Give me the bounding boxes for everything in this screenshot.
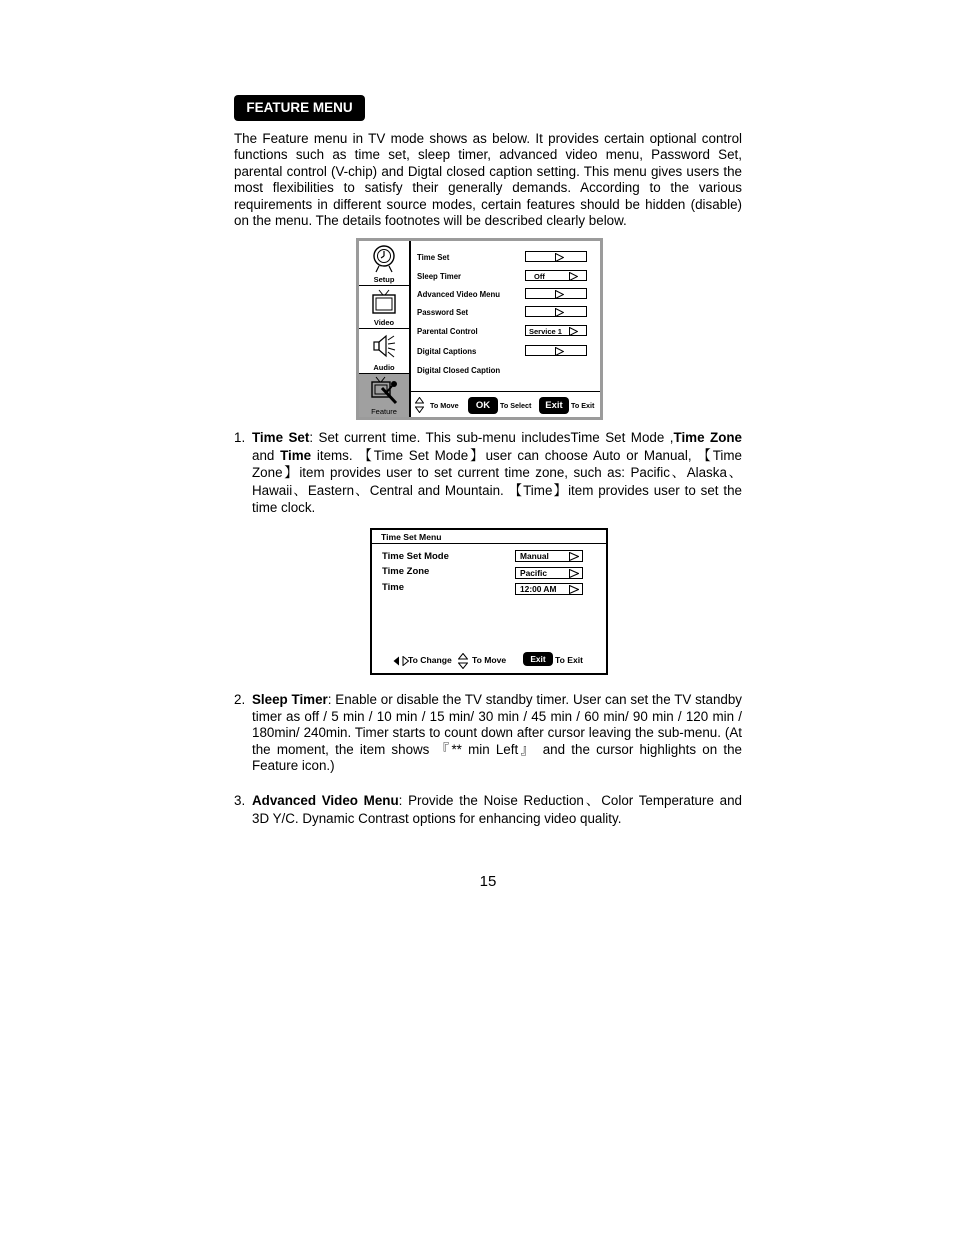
item-text xyxy=(252,692,742,775)
time-set-menu-figure xyxy=(370,528,608,675)
sidebar-label: Setup xyxy=(373,275,395,284)
footer-move-label: To Move xyxy=(430,401,459,410)
item-term: Time Set xyxy=(252,430,310,445)
item-text xyxy=(252,792,742,827)
item-desc: : Enable or disable the TV standby timer. User can set the TV standby timer as off / 5 min / 10 min / 15 min/ 30 min / 45 min / 60 min/ 90 min / 120 min / 180min/ 240min. Timer starts to count down after cursor leaving the sub-menu. (At the moment, the item shows 『** min Left』 and the cursor highlights on the Feature icon.) xyxy=(252,692,742,773)
ts-footer-exit-label: To Exit xyxy=(555,655,584,665)
right-arrow-icon xyxy=(569,272,578,281)
list-item-time-set xyxy=(234,429,742,517)
ts-zone-value: Pacific xyxy=(520,568,548,578)
ts-time-value-box[interactable] xyxy=(515,583,583,595)
footer-select-label: To Select xyxy=(500,401,532,410)
list-item-sleep-timer xyxy=(234,692,742,775)
ok-button[interactable]: OK xyxy=(468,397,498,414)
footer-exit-label: To Exit xyxy=(571,401,595,410)
menu-item-digital-captions[interactable]: Digital Captions xyxy=(417,347,477,356)
sleep-timer-value: Off xyxy=(534,272,545,281)
right-arrow-icon xyxy=(569,552,579,561)
page-number: 15 xyxy=(479,873,497,890)
menu-item-advanced-video[interactable]: Advanced Video Menu xyxy=(417,290,501,299)
feature-menu-footer xyxy=(409,391,600,418)
feature-menu-figure xyxy=(356,238,603,420)
menu-item-digital-closed-caption[interactable]: Digital Closed Caption xyxy=(417,366,501,375)
item-term: Advanced Video Menu xyxy=(252,793,399,808)
ts-row-time[interactable]: Time xyxy=(382,582,405,593)
right-arrow-icon xyxy=(569,327,578,336)
sidebar-label: Video xyxy=(373,318,395,327)
ts-mode-value: Manual xyxy=(520,551,549,561)
digital-captions-arrow-box[interactable] xyxy=(525,345,587,356)
menu-item-parental-control[interactable]: Parental Control xyxy=(417,327,478,336)
item-number: 2. xyxy=(234,692,246,707)
ts-footer-change-label: To Change xyxy=(408,655,452,665)
item-number: 3. xyxy=(234,793,246,808)
section-title-badge: FEATURE MENU xyxy=(234,95,365,121)
advanced-video-arrow-box[interactable] xyxy=(525,288,587,299)
item-term: Sleep Timer xyxy=(252,692,328,707)
sidebar-item-feature[interactable] xyxy=(359,374,409,417)
ts-zone-value-box[interactable] xyxy=(515,567,583,579)
tools-icon xyxy=(370,376,398,406)
left-right-arrow-icon xyxy=(393,656,409,666)
ts-row-mode[interactable]: Time Set Mode xyxy=(382,551,449,562)
menu-item-sleep-timer[interactable]: Sleep Timer xyxy=(417,272,462,281)
speaker-icon xyxy=(371,332,397,362)
sidebar-label: Audio xyxy=(373,363,395,372)
menu-item-time-set[interactable]: Time Set xyxy=(417,253,450,262)
up-down-arrow-icon xyxy=(415,397,424,413)
sidebar-item-audio[interactable] xyxy=(359,329,409,374)
menu-item-password-set[interactable]: Password Set xyxy=(417,308,469,317)
feature-menu-sidebar xyxy=(359,241,411,417)
ts-time-value: 12:00 AM xyxy=(520,584,557,594)
right-arrow-icon xyxy=(569,585,579,594)
up-down-arrow-icon xyxy=(458,653,468,669)
right-arrow-icon xyxy=(555,253,564,262)
parental-control-value-box[interactable] xyxy=(525,325,587,336)
sidebar-item-setup[interactable] xyxy=(359,241,409,286)
item-term: Time Zone xyxy=(673,430,742,445)
item-desc: items. 【Time Set Mode】user can choose Auto or Manual, 【Time Zone】item provides user to set current time zone, such as: Pacific、Alaska、Hawaii、Eastern、Central and Mountain. 【Time】item provides user to set the time clock. xyxy=(252,447,743,515)
item-desc: and xyxy=(252,447,281,463)
sidebar-item-video[interactable] xyxy=(359,286,409,329)
password-set-arrow-box[interactable] xyxy=(525,306,587,317)
right-arrow-icon xyxy=(569,569,579,578)
time-set-menu-title: Time Set Menu xyxy=(372,530,606,544)
sleep-timer-value-box[interactable] xyxy=(525,270,587,281)
time-set-arrow-box[interactable] xyxy=(525,251,587,262)
item-desc: : Provide the Noise Reduction、Color Temperature and 3D Y/C. Dynamic Contrast options for enhancing video quality. xyxy=(252,793,742,826)
tv-icon xyxy=(371,288,397,318)
parental-control-value: Service 1 xyxy=(529,327,562,336)
exit-button[interactable]: Exit xyxy=(539,397,569,414)
right-arrow-icon xyxy=(555,308,564,317)
item-term: Time xyxy=(280,447,312,463)
ts-footer-move-label: To Move xyxy=(472,655,507,665)
sidebar-label: Feature xyxy=(371,407,397,416)
list-item-advanced-video xyxy=(234,792,742,827)
clock-dial-icon xyxy=(371,244,397,274)
item-number: 1. xyxy=(234,430,246,445)
ts-row-zone[interactable]: Time Zone xyxy=(382,566,430,577)
ts-exit-button[interactable]: Exit xyxy=(523,652,553,666)
ts-mode-value-box[interactable] xyxy=(515,550,583,562)
item-text xyxy=(252,429,742,517)
right-arrow-icon xyxy=(555,290,564,299)
intro-paragraph: The Feature menu in TV mode shows as below. It provides certain optional control functions such as time set, sleep timer, advanced video menu, Password Set, parental control (V-chip) and Digtal closed caption setting. This menu gives users the most flexibilities to satisfy their generally demands. According to the various requirements in different source modes, certain features should be hidden (disable) on the menu. The details footnotes will be described clearly below. xyxy=(234,131,742,229)
right-arrow-icon xyxy=(555,347,564,356)
item-desc: : Set current time. This sub-menu includesTime Set Mode , xyxy=(309,430,674,445)
